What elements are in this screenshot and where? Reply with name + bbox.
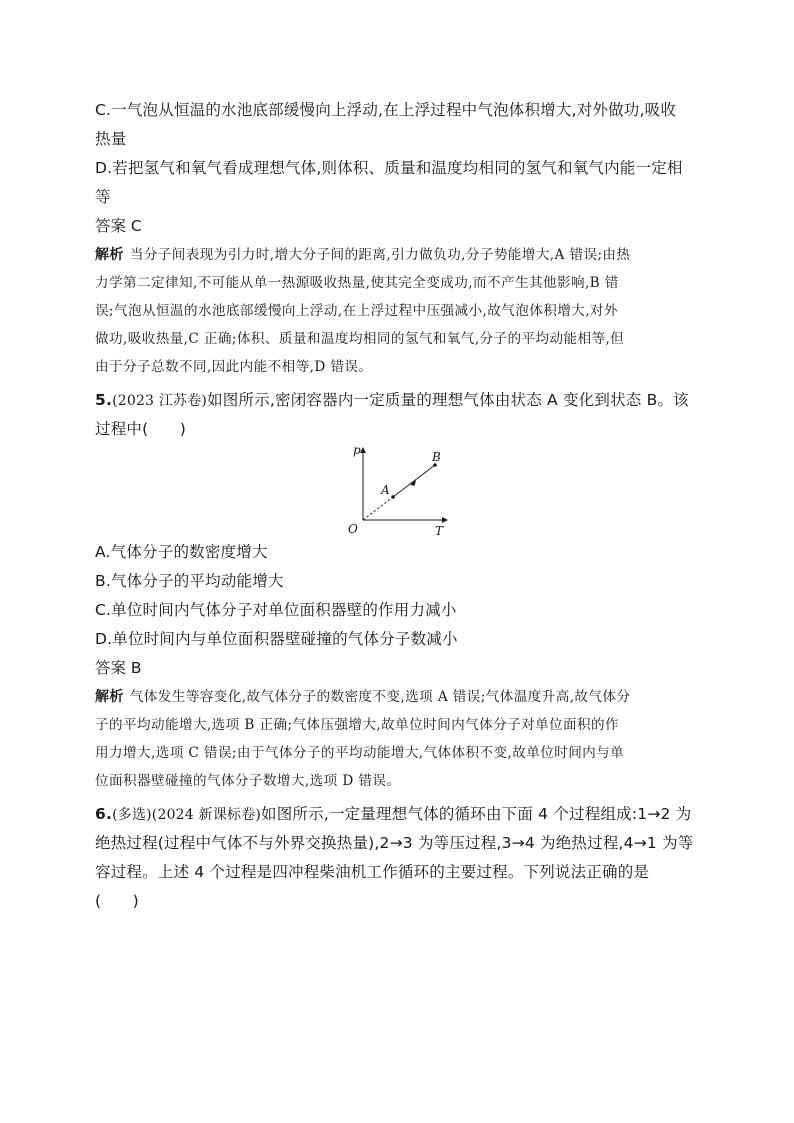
q5-analysis-text: 气体发生等容变化,故气体分子的数密度不变,选项 A 错误;气体温度升高,故气体分 xyxy=(129,689,631,705)
q5-option-b: B.气体分子的平均动能增大 xyxy=(95,572,284,590)
analysis-label: 解析 xyxy=(95,247,124,263)
q5-stem-text: 如图所示,密闭容器内一定质量的理想气体由状态 A 变化到状态 B。该 xyxy=(207,391,689,409)
q5-number: 5. xyxy=(95,391,113,409)
q6-number: 6. xyxy=(95,805,113,823)
point-b-label: B xyxy=(432,450,441,464)
p-t-graph-figure xyxy=(335,440,455,540)
q4-analysis-line: 由于分子总数不同,因此内能不相等,D 错误。 xyxy=(95,359,373,375)
q6-source: (多选)(2024 新课标卷) xyxy=(112,807,262,823)
q5-option-a: A.气体分子的数密度增大 xyxy=(95,543,268,561)
q6-stem-line4: ( ) xyxy=(95,892,139,910)
q5-analysis-line: 子的平均动能增大,选项 B 正确;气体压强增大,故单位时间内气体分子对单位面积的作 xyxy=(95,717,620,733)
point-a-dot xyxy=(391,495,395,499)
q4-answer: 答案 C xyxy=(95,217,142,235)
origin-label: O xyxy=(348,522,358,536)
q5-analysis-line: 用力增大,选项 C 错误;由于气体分子的平均动能增大,气体体积不变,故单位时间内与单 xyxy=(95,745,625,761)
t-axis-label: T xyxy=(435,524,444,538)
q5-stem-line2: 过程中( ) xyxy=(95,420,186,438)
q5-stem-line1 xyxy=(95,389,689,412)
q5-analysis-line xyxy=(95,687,630,707)
q4-option-d-line1: D.若把氢气和氧气看成理想气体,则体积、质量和温度均相同的氢气和氧气内能一定相 xyxy=(95,159,683,177)
q4-analysis-text: 当分子间表现为引力时,增大分子间的距离,引力做负功,分子势能增大,A 错误;由热 xyxy=(129,247,631,263)
q5-option-d: D.单位时间内与单位面积器壁碰撞的气体分子数减小 xyxy=(95,630,458,648)
q4-analysis-line: 做功,吸收热量,C 正确;体积、质量和温度均相同的氢气和氧气,分子的平均动能相等,但 xyxy=(95,331,625,347)
analysis-label: 解析 xyxy=(95,689,124,705)
q5-option-c: C.单位时间内气体分子对单位面积器壁的作用力减小 xyxy=(95,601,457,619)
p-axis-label: p xyxy=(353,443,361,457)
q6-stem-text: 如图所示,一定量理想气体的循环由下面 4 个过程组成:1→2 为 xyxy=(261,805,692,823)
q4-option-c-line1: C.一气泡从恒温的水池底部缓慢向上浮动,在上浮过程中气泡体积增大,对外做功,吸收 xyxy=(95,101,677,119)
q4-analysis-line xyxy=(95,245,630,265)
dashed-extension-line xyxy=(363,497,393,520)
q6-stem-line1 xyxy=(95,803,691,826)
q4-option-c-line2: 热量 xyxy=(95,130,127,148)
q4-analysis-line: 误;气泡从恒温的水池底部缓慢向上浮动,在上浮过程中压强减小,故气泡体积增大,对外 xyxy=(95,303,618,319)
q4-analysis-line: 力学第二定律知,不可能从单一热源吸收热量,使其完全变成功,而不产生其他影响,B 错 xyxy=(95,275,619,291)
process-line-a-to-b xyxy=(393,465,435,497)
q5-answer: 答案 B xyxy=(95,659,142,677)
point-a-label: A xyxy=(381,483,390,497)
q6-stem-line3: 容过程。上述 4 个过程是四冲程柴油机工作循环的主要过程。下列说法正确的是 xyxy=(95,863,650,881)
q4-option-d-line2: 等 xyxy=(95,188,111,206)
q6-stem-line2: 绝热过程(过程中气体不与外界交换热量),2→3 为等压过程,3→4 为绝热过程,4→1 为等 xyxy=(95,834,694,852)
q5-source: (2023 江苏卷) xyxy=(112,393,208,409)
q5-analysis-line: 位面积器壁碰撞的气体分子数增大,选项 D 错误。 xyxy=(95,773,401,789)
